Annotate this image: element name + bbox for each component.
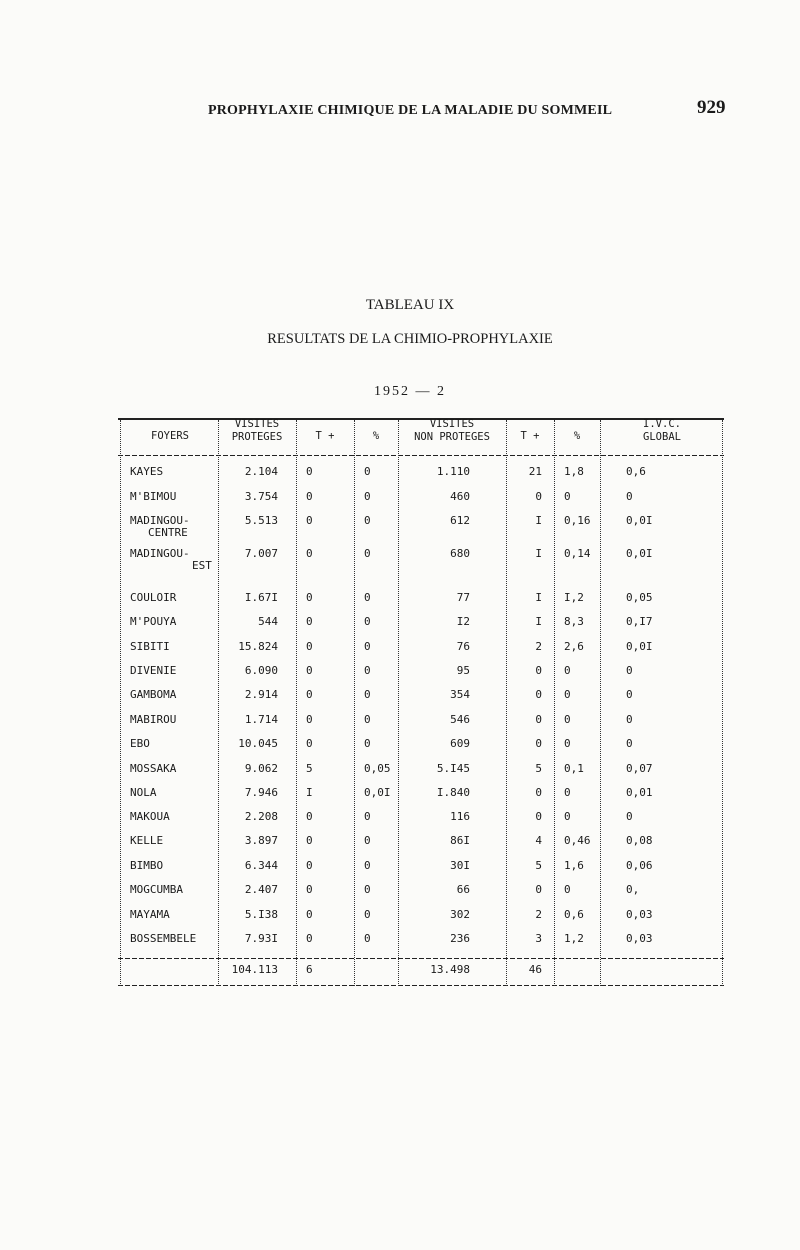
visites-non-proteges-cell: 5.I45 bbox=[436, 762, 470, 775]
table-row bbox=[118, 859, 730, 883]
visites-non-proteges-cell: 95 bbox=[456, 664, 470, 677]
table-row bbox=[118, 834, 730, 858]
ivc-global-cell: 0,6 bbox=[626, 465, 646, 478]
pct-2-cell: 1,2 bbox=[564, 932, 584, 945]
visites-proteges-cell: 7.946 bbox=[244, 786, 278, 799]
visites-proteges-cell: 7.007 bbox=[244, 547, 278, 560]
t-plus-2-cell: 0 bbox=[535, 688, 542, 701]
pct-2-cell: 0,1 bbox=[564, 762, 584, 775]
foyer-cell: MADINGOU- bbox=[130, 547, 190, 560]
t-plus-1-cell: 0 bbox=[306, 688, 313, 701]
t-plus-2-cell: 3 bbox=[535, 932, 542, 945]
foyer-cell: MOGCUMBA bbox=[130, 883, 183, 896]
foyer-cell: KAYES bbox=[130, 465, 164, 478]
pct-2-cell: 0 bbox=[564, 713, 571, 726]
header-t-plus-1 bbox=[298, 430, 352, 443]
page-number: 929 bbox=[697, 97, 726, 118]
t-plus-1-cell: 0 bbox=[306, 465, 313, 478]
t-plus-2-cell: 21 bbox=[528, 465, 542, 478]
table-row bbox=[118, 762, 730, 786]
header-rule bbox=[118, 455, 724, 456]
pct-2-cell: 0 bbox=[564, 786, 571, 799]
pct-1-cell: 0 bbox=[364, 615, 371, 628]
table-row bbox=[118, 883, 730, 907]
t-plus-1-cell: 0 bbox=[306, 615, 313, 628]
table-row bbox=[118, 664, 730, 688]
foyer-cell: DIVENIE bbox=[130, 664, 177, 677]
visites-proteges-cell: 3.897 bbox=[244, 834, 278, 847]
t-plus-2-cell: 4 bbox=[535, 834, 542, 847]
ivc-global-cell: 0,07 bbox=[626, 762, 653, 775]
table-row bbox=[118, 465, 730, 489]
pct-1-cell: 0 bbox=[364, 664, 371, 677]
pct-2-cell: 0,6 bbox=[564, 908, 584, 921]
pct-1-cell: 0 bbox=[364, 514, 371, 527]
visites-non-proteges-cell: I.840 bbox=[436, 786, 470, 799]
visites-non-proteges-cell: 546 bbox=[450, 713, 470, 726]
foyer-cell: MADINGOU- bbox=[130, 514, 190, 527]
ivc-global-cell: 0 bbox=[626, 490, 633, 503]
foyer-cell: MAKOUA bbox=[130, 810, 170, 823]
t-plus-1-cell: 0 bbox=[306, 908, 313, 921]
t-plus-1-cell: 0 bbox=[306, 514, 313, 527]
visites-proteges-cell: 3.754 bbox=[244, 490, 278, 503]
t-plus-2-cell: 0 bbox=[535, 810, 542, 823]
pct-1-cell: 0 bbox=[364, 713, 371, 726]
t-plus-1-cell: 0 bbox=[306, 640, 313, 653]
visites-non-proteges-cell: 236 bbox=[450, 932, 470, 945]
foyer-cell: MAYAMA bbox=[130, 908, 170, 921]
pct-1-cell: 0 bbox=[364, 547, 371, 560]
header-foyers bbox=[122, 430, 218, 443]
visites-proteges-cell: 9.062 bbox=[244, 762, 278, 775]
foyer-cell: EBO bbox=[130, 737, 150, 750]
t-plus-2-cell: 0 bbox=[535, 664, 542, 677]
t-plus-2-cell: 0 bbox=[535, 737, 542, 750]
t-plus-1-cell: 0 bbox=[306, 932, 313, 945]
visites-proteges-cell: 10.045 bbox=[238, 737, 278, 750]
table-row bbox=[118, 514, 730, 538]
ivc-global-cell: 0,0I bbox=[626, 640, 653, 653]
foyer-cell: GAMBOMA bbox=[130, 688, 177, 701]
pct-2-cell: 0 bbox=[564, 883, 571, 896]
ivc-global-cell: 0,05 bbox=[626, 591, 653, 604]
foyer-cell: M'BIMOU bbox=[130, 490, 177, 503]
visites-proteges-cell: 1.714 bbox=[244, 713, 278, 726]
foyer-cell: BIMBO bbox=[130, 859, 164, 872]
table-row bbox=[118, 640, 730, 664]
pct-2-cell: 0 bbox=[564, 490, 571, 503]
pct-2-cell: 2,6 bbox=[564, 640, 584, 653]
header-t-plus-2 bbox=[508, 430, 552, 443]
header-pct-1-label: % bbox=[372, 430, 380, 442]
table-row bbox=[118, 908, 730, 932]
table-row bbox=[118, 737, 730, 761]
header-vp-line2: PROTEGES bbox=[231, 431, 283, 443]
t-plus-2-cell: I bbox=[535, 514, 542, 527]
pct-1-cell: 0 bbox=[364, 490, 371, 503]
t-plus-1-cell: 0 bbox=[306, 810, 313, 823]
ivc-global-cell: 0 bbox=[626, 664, 633, 677]
t-plus-1-cell: 0 bbox=[306, 859, 313, 872]
header-vnp-line1: VISITES bbox=[429, 418, 475, 430]
ivc-global-cell: 0,I7 bbox=[626, 615, 653, 628]
pct-1-cell: 0 bbox=[364, 465, 371, 478]
header-t-plus-2-label: T + bbox=[520, 430, 540, 442]
header-pct-1 bbox=[356, 430, 396, 443]
visites-proteges-cell: 2.104 bbox=[244, 465, 278, 478]
table-row bbox=[118, 713, 730, 737]
ivc-global-cell: 0,06 bbox=[626, 859, 653, 872]
t-plus-2-cell: I bbox=[535, 591, 542, 604]
t-plus-2-cell: I bbox=[535, 547, 542, 560]
totals-row bbox=[118, 963, 730, 987]
visites-non-proteges-cell: 76 bbox=[456, 640, 470, 653]
header-visites-non-proteges bbox=[400, 418, 504, 444]
foyer-cell: SIBITI bbox=[130, 640, 170, 653]
visites-proteges-cell: I.67I bbox=[244, 591, 278, 604]
visites-non-proteges-cell: 30I bbox=[450, 859, 470, 872]
pct-1-cell: 0 bbox=[364, 908, 371, 921]
ivc-global-cell: 0, bbox=[626, 883, 640, 896]
pct-2-cell: 1,8 bbox=[564, 465, 584, 478]
table-row bbox=[118, 932, 730, 956]
header-pct-2-label: % bbox=[573, 430, 581, 442]
total-visites-proteges: 104.113 bbox=[231, 963, 278, 976]
foyer-cell: COULOIR bbox=[130, 591, 177, 604]
visites-proteges-cell: 2.208 bbox=[244, 810, 278, 823]
pct-1-cell: 0 bbox=[364, 859, 371, 872]
t-plus-2-cell: 0 bbox=[535, 786, 542, 799]
table-row bbox=[118, 810, 730, 834]
t-plus-2-cell: I bbox=[535, 615, 542, 628]
visites-non-proteges-cell: 609 bbox=[450, 737, 470, 750]
pct-2-cell: I,2 bbox=[564, 591, 584, 604]
visites-non-proteges-cell: 1.110 bbox=[436, 465, 470, 478]
t-plus-1-cell: I bbox=[306, 786, 313, 799]
foyer-cell: MABIROU bbox=[130, 713, 177, 726]
t-plus-1-cell: 0 bbox=[306, 713, 313, 726]
foyer-cell: BOSSEMBELE bbox=[130, 932, 197, 945]
t-plus-2-cell: 0 bbox=[535, 490, 542, 503]
foyer-cell: M'POUYA bbox=[130, 615, 177, 628]
pct-1-cell: 0,05 bbox=[364, 762, 391, 775]
t-plus-1-cell: 0 bbox=[306, 591, 313, 604]
t-plus-2-cell: 5 bbox=[535, 859, 542, 872]
pct-2-cell: 0,14 bbox=[564, 547, 591, 560]
visites-proteges-cell: 5.513 bbox=[244, 514, 278, 527]
header-ivc-global bbox=[612, 418, 712, 444]
ivc-global-cell: 0 bbox=[626, 713, 633, 726]
pct-2-cell: 0 bbox=[564, 688, 571, 701]
visites-proteges-cell: 7.93I bbox=[244, 932, 278, 945]
header-visites-proteges bbox=[220, 418, 294, 444]
foyer-cell-line2: CENTRE bbox=[148, 526, 188, 539]
visites-proteges-cell: 15.824 bbox=[238, 640, 278, 653]
table-subtitle: RESULTATS DE LA CHIMIO-PROPHYLAXIE bbox=[267, 331, 553, 347]
header-vp-line1: VISITES bbox=[234, 418, 280, 430]
table-row bbox=[118, 490, 730, 514]
table-year: 1952 — 2 bbox=[374, 384, 446, 399]
pct-1-cell: 0,0I bbox=[364, 786, 391, 799]
visites-proteges-cell: 6.344 bbox=[244, 859, 278, 872]
header-foyers-label: FOYERS bbox=[151, 430, 189, 442]
header-pct-2 bbox=[556, 430, 598, 443]
total-visites-non-proteges: 13.498 bbox=[430, 963, 470, 976]
ivc-global-cell: 0,0I bbox=[626, 547, 653, 560]
visites-proteges-cell: 6.090 bbox=[244, 664, 278, 677]
ivc-global-cell: 0 bbox=[626, 810, 633, 823]
pct-2-cell: 0,46 bbox=[564, 834, 591, 847]
table-title: TABLEAU IX bbox=[365, 297, 455, 313]
t-plus-1-cell: 5 bbox=[306, 762, 313, 775]
pct-1-cell: 0 bbox=[364, 834, 371, 847]
visites-non-proteges-cell: 680 bbox=[450, 547, 470, 560]
ivc-global-cell: 0 bbox=[626, 737, 633, 750]
total-t-plus-2: 46 bbox=[528, 963, 542, 976]
visites-non-proteges-cell: 354 bbox=[450, 688, 470, 701]
visites-proteges-cell: 5.I38 bbox=[244, 908, 278, 921]
pct-2-cell: 1,6 bbox=[564, 859, 584, 872]
visites-proteges-cell: 2.914 bbox=[244, 688, 278, 701]
table-row bbox=[118, 615, 730, 639]
t-plus-2-cell: 2 bbox=[535, 640, 542, 653]
pct-1-cell: 0 bbox=[364, 810, 371, 823]
pct-2-cell: 0 bbox=[564, 737, 571, 750]
ivc-global-cell: 0,08 bbox=[626, 834, 653, 847]
pct-1-cell: 0 bbox=[364, 640, 371, 653]
pct-1-cell: 0 bbox=[364, 737, 371, 750]
header-ivc-line2: GLOBAL bbox=[643, 431, 681, 443]
t-plus-1-cell: 0 bbox=[306, 737, 313, 750]
pct-2-cell: 0 bbox=[564, 664, 571, 677]
t-plus-1-cell: 0 bbox=[306, 490, 313, 503]
pct-1-cell: 0 bbox=[364, 591, 371, 604]
foyer-cell: KELLE bbox=[130, 834, 164, 847]
visites-non-proteges-cell: 86I bbox=[450, 834, 470, 847]
visites-non-proteges-cell: 66 bbox=[456, 883, 470, 896]
visites-non-proteges-cell: 116 bbox=[450, 810, 470, 823]
ivc-global-cell: 0,01 bbox=[626, 786, 653, 799]
pct-2-cell: 8,3 bbox=[564, 615, 584, 628]
t-plus-1-cell: 0 bbox=[306, 883, 313, 896]
foyer-cell: MOSSAKA bbox=[130, 762, 177, 775]
t-plus-2-cell: 0 bbox=[535, 713, 542, 726]
ivc-global-cell: 0,03 bbox=[626, 932, 653, 945]
visites-proteges-cell: 2.407 bbox=[244, 883, 278, 896]
ivc-global-cell: 0,0I bbox=[626, 514, 653, 527]
t-plus-2-cell: 5 bbox=[535, 762, 542, 775]
pct-2-cell: 0,16 bbox=[564, 514, 591, 527]
visites-proteges-cell: 544 bbox=[258, 615, 278, 628]
t-plus-2-cell: 2 bbox=[535, 908, 542, 921]
pct-1-cell: 0 bbox=[364, 883, 371, 896]
running-title: PROPHYLAXIE CHIMIQUE DE LA MALADIE DU SOMMEIL bbox=[208, 103, 613, 118]
ivc-global-cell: 0,03 bbox=[626, 908, 653, 921]
header-ivc-line1: I.V.C. bbox=[643, 418, 681, 430]
header-t-plus-1-label: T + bbox=[315, 430, 335, 442]
visites-non-proteges-cell: 77 bbox=[456, 591, 470, 604]
table-row bbox=[118, 688, 730, 712]
table-row bbox=[118, 591, 730, 615]
visites-non-proteges-cell: 302 bbox=[450, 908, 470, 921]
visites-non-proteges-cell: 460 bbox=[450, 490, 470, 503]
table-row bbox=[118, 786, 730, 810]
t-plus-1-cell: 0 bbox=[306, 547, 313, 560]
total-t-plus-1: 6 bbox=[306, 963, 313, 976]
pct-1-cell: 0 bbox=[364, 932, 371, 945]
total-top-rule bbox=[118, 958, 724, 959]
pct-1-cell: 0 bbox=[364, 688, 371, 701]
t-plus-1-cell: 0 bbox=[306, 834, 313, 847]
table-row bbox=[118, 547, 730, 571]
foyer-cell-line2: EST bbox=[192, 559, 212, 572]
visites-non-proteges-cell: I2 bbox=[456, 615, 470, 628]
t-plus-1-cell: 0 bbox=[306, 664, 313, 677]
ivc-global-cell: 0 bbox=[626, 688, 633, 701]
header-vnp-line2: NON PROTEGES bbox=[414, 431, 490, 443]
visites-non-proteges-cell: 612 bbox=[450, 514, 470, 527]
pct-2-cell: 0 bbox=[564, 810, 571, 823]
t-plus-2-cell: 0 bbox=[535, 883, 542, 896]
foyer-cell: NOLA bbox=[130, 786, 157, 799]
